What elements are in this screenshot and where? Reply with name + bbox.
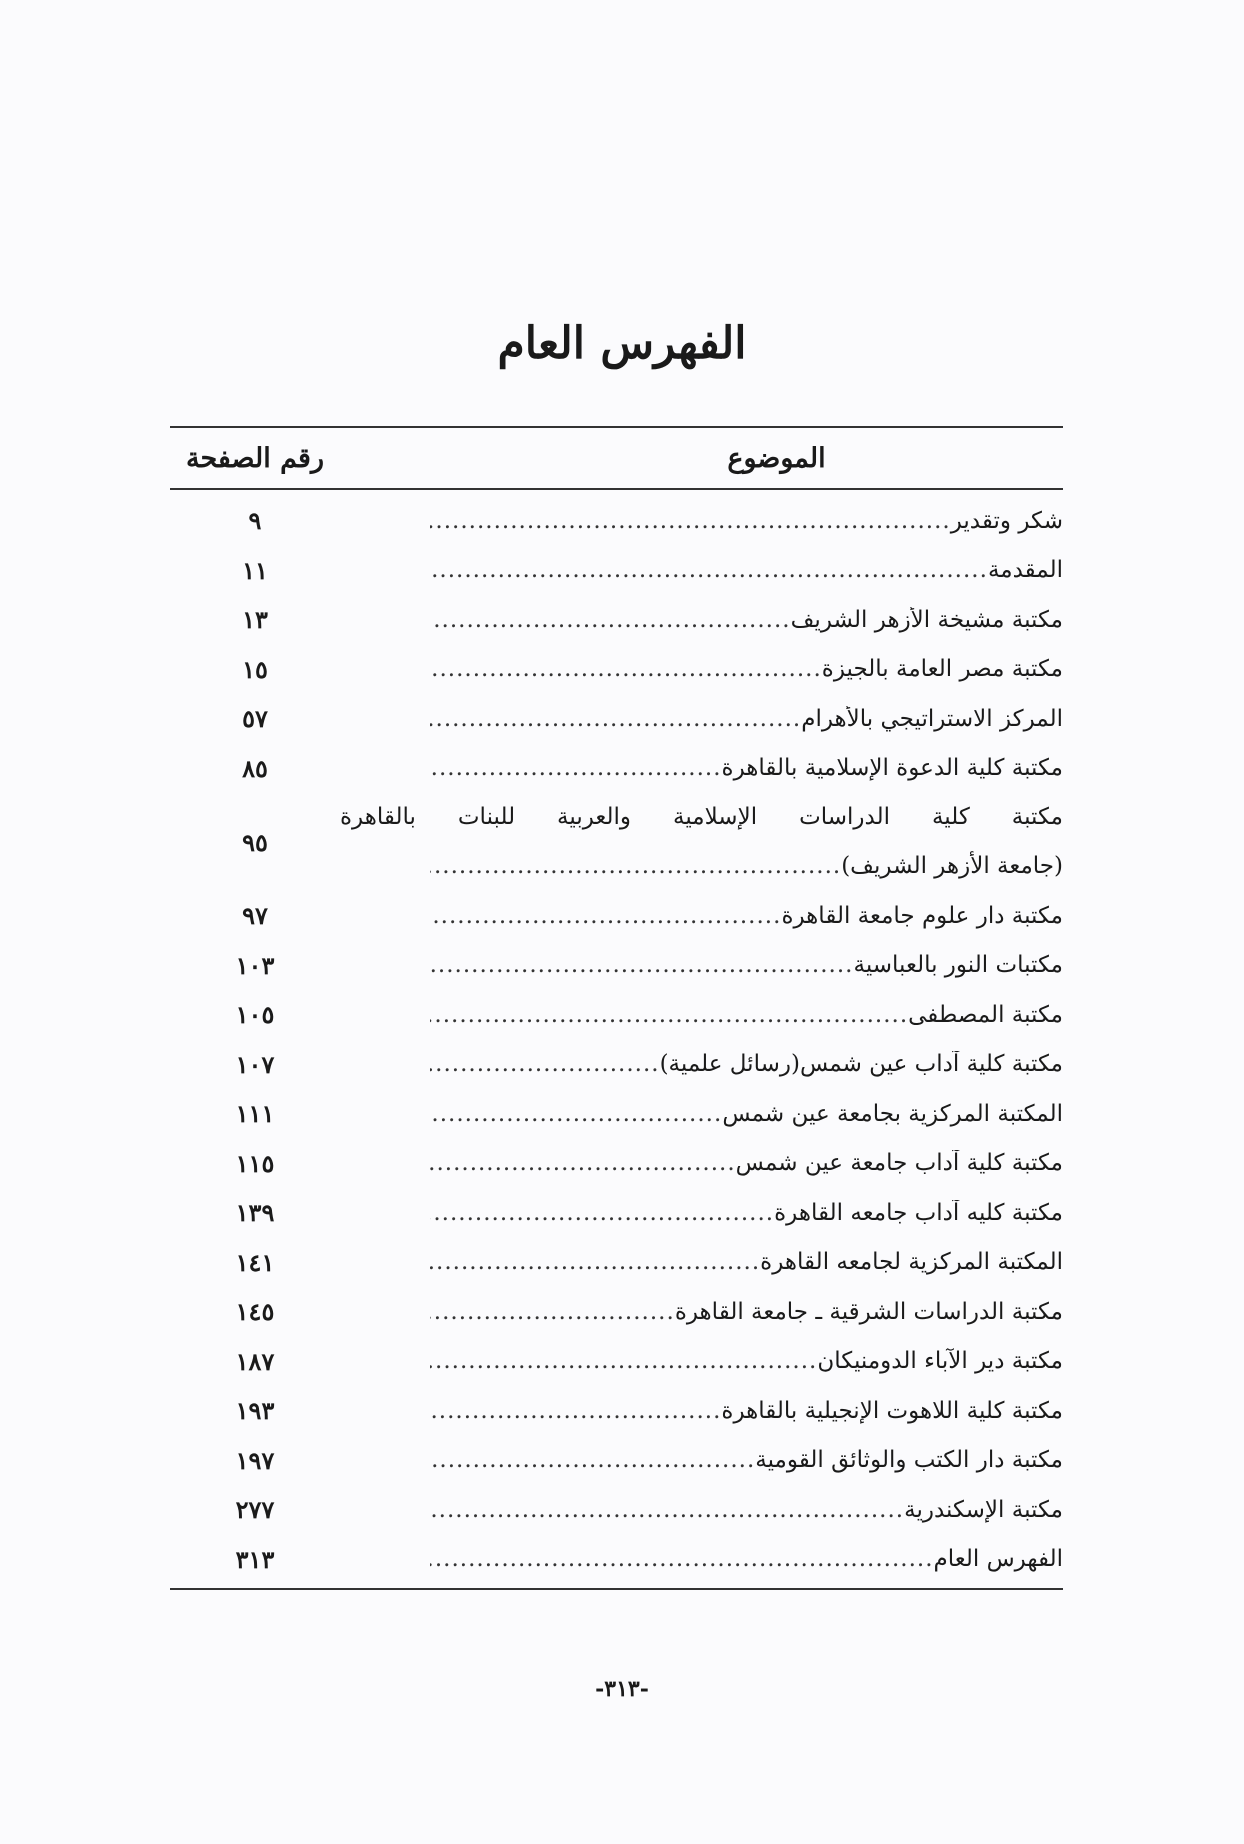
toc-topic: مكتبة كلية آداب عين شمس(رسائل علمية) bbox=[659, 1051, 1063, 1078]
toc-row bbox=[170, 1040, 1063, 1090]
leader-dots bbox=[430, 903, 781, 929]
leader-dots bbox=[430, 952, 853, 978]
toc-page: ١٤٥ bbox=[235, 1297, 275, 1327]
toc-topic-wrap bbox=[340, 1051, 1063, 1077]
toc-topic: مكتبة الدراسات الشرقية ـ جامعة القاهرة bbox=[674, 1298, 1063, 1325]
toc-topic: المقدمة bbox=[987, 557, 1063, 584]
toc-topic-wrap bbox=[340, 1348, 1063, 1374]
toc-topic-wrap bbox=[340, 656, 1063, 682]
leader-dots bbox=[430, 1101, 722, 1127]
toc-topic-wrap bbox=[340, 1398, 1063, 1424]
toc-topic-wrap bbox=[340, 755, 1063, 781]
toc-topic: المركز الاستراتيجي بالأهرام bbox=[801, 705, 1063, 732]
toc-topic-line2: (جامعة الأزهر الشريف) bbox=[841, 853, 1063, 879]
page-number: -٣١٣- bbox=[595, 1676, 649, 1702]
toc-topic-wrap bbox=[340, 903, 1063, 929]
toc-topic: مكتبة كلية آداب جامعة عين شمس bbox=[735, 1150, 1063, 1177]
toc-topic-wrap bbox=[340, 1546, 1063, 1572]
toc-page: ١٥ bbox=[242, 654, 268, 684]
toc-topic-wrap bbox=[340, 508, 1063, 534]
leader-dots bbox=[430, 656, 822, 682]
toc-page: ١٠٥ bbox=[235, 1000, 275, 1030]
toc-row bbox=[170, 1238, 1063, 1288]
leader-dots bbox=[430, 1497, 904, 1523]
leader-dots bbox=[430, 755, 722, 781]
toc-topic: مكتبة مصر العامة بالجيزة bbox=[821, 656, 1063, 683]
toc-row bbox=[170, 1386, 1063, 1436]
toc-page: ١٤١ bbox=[235, 1247, 275, 1277]
toc-row bbox=[170, 744, 1063, 794]
leader-dots bbox=[430, 1447, 755, 1473]
toc-topic: الفهرس العام bbox=[933, 1546, 1063, 1573]
toc-row bbox=[170, 990, 1063, 1040]
leader-dots bbox=[430, 842, 841, 891]
toc-page: ٩ bbox=[248, 506, 262, 536]
toc-page: ١١ bbox=[242, 555, 268, 585]
toc-page: ١٠٣ bbox=[235, 950, 275, 980]
toc-page: ١٨٧ bbox=[235, 1346, 275, 1376]
toc-page: ٩٥ bbox=[242, 827, 268, 857]
toc-row bbox=[170, 1287, 1063, 1337]
toc-page: ٣١٣ bbox=[235, 1544, 275, 1574]
toc-topic: مكتبة دير الآباء الدومنيكان bbox=[817, 1348, 1063, 1375]
leader-dots bbox=[430, 508, 951, 534]
header-topic: الموضوع bbox=[727, 442, 826, 474]
toc-row bbox=[170, 1485, 1063, 1535]
leader-dots bbox=[430, 1546, 934, 1572]
toc-topic: مكتبة كليه آداب جامعه القاهرة bbox=[774, 1199, 1063, 1226]
toc-topic: مكتبة دار علوم جامعة القاهرة bbox=[781, 902, 1063, 929]
toc-page: ١١١ bbox=[235, 1099, 275, 1129]
leader-dots bbox=[430, 1200, 774, 1226]
toc-row bbox=[170, 496, 1063, 546]
toc-topic-wrap bbox=[340, 952, 1063, 978]
toc-topic-line1: مكتبة كلية الدراسات الإسلامية والعربية للبنات بالقاهرة bbox=[340, 804, 1063, 830]
toc-topic: شكر وتقدير bbox=[950, 507, 1063, 534]
toc-row bbox=[170, 1089, 1063, 1139]
toc-page: ١١٥ bbox=[235, 1148, 275, 1178]
toc-topic bbox=[340, 793, 1063, 891]
toc-row bbox=[170, 891, 1063, 941]
toc-row bbox=[170, 546, 1063, 596]
toc-topic-wrap bbox=[340, 1101, 1063, 1127]
toc-row bbox=[170, 1139, 1063, 1189]
toc-row bbox=[170, 1535, 1063, 1585]
toc-topic-line2-wrap bbox=[340, 842, 1063, 891]
toc-topic: مكتبة مشيخة الأزهر الشريف bbox=[790, 606, 1063, 633]
toc-row bbox=[170, 694, 1063, 744]
leader-dots bbox=[430, 557, 988, 583]
toc-row bbox=[170, 793, 1063, 891]
leader-dots bbox=[430, 1150, 736, 1176]
toc-topic: المكتبة المركزية لجامعه القاهرة bbox=[760, 1249, 1063, 1276]
toc-topic-wrap bbox=[340, 1150, 1063, 1176]
toc-topic: المكتبة المركزية بجامعة عين شمس bbox=[722, 1100, 1063, 1127]
toc-page: ١٣ bbox=[242, 605, 268, 635]
bottom-rule bbox=[170, 1588, 1063, 1590]
toc-row bbox=[170, 941, 1063, 991]
toc-page: ٩٧ bbox=[242, 901, 268, 931]
toc-topic-wrap bbox=[340, 706, 1063, 732]
page-title: الفهرس العام bbox=[497, 318, 747, 369]
leader-dots bbox=[430, 1299, 675, 1325]
toc-topic: مكتبة دار الكتب والوثائق القومية bbox=[755, 1447, 1063, 1474]
toc-page: ٢٧٧ bbox=[235, 1495, 275, 1525]
leader-dots bbox=[430, 1348, 817, 1374]
toc-page: ٨٥ bbox=[242, 753, 268, 783]
toc-topic-wrap bbox=[340, 1200, 1063, 1226]
toc-page: ١٣٩ bbox=[235, 1198, 275, 1228]
leader-dots bbox=[430, 1002, 908, 1028]
toc-page: ٥٧ bbox=[242, 704, 268, 734]
toc-topic: مكتبة المصطفى bbox=[908, 1001, 1063, 1028]
toc-page: ١٩٣ bbox=[235, 1396, 275, 1426]
toc-topic-wrap bbox=[340, 1249, 1063, 1275]
toc-page: ١٠٧ bbox=[235, 1049, 275, 1079]
leader-dots bbox=[430, 1249, 760, 1275]
toc-row bbox=[170, 1337, 1063, 1387]
header-page: رقم الصفحة bbox=[185, 442, 325, 474]
leader-dots bbox=[430, 1398, 721, 1424]
toc-row bbox=[170, 1436, 1063, 1486]
toc-header bbox=[170, 428, 1063, 488]
toc-topic-wrap bbox=[340, 557, 1063, 583]
toc-topic-wrap bbox=[340, 1002, 1063, 1028]
toc-topic-wrap bbox=[340, 1497, 1063, 1523]
toc-page: ١٩٧ bbox=[235, 1445, 275, 1475]
toc-row bbox=[170, 595, 1063, 645]
toc-topic: مكتبة الإسكندرية bbox=[904, 1496, 1063, 1523]
leader-dots bbox=[430, 706, 801, 732]
toc-topic-wrap bbox=[340, 607, 1063, 633]
toc-topic-wrap bbox=[340, 1447, 1063, 1473]
toc-row bbox=[170, 645, 1063, 695]
leader-dots bbox=[430, 1051, 660, 1077]
toc-topic: مكتبة كلية الدعوة الإسلامية بالقاهرة bbox=[721, 755, 1063, 782]
toc-topic: مكتبة كلية اللاهوت الإنجيلية بالقاهرة bbox=[721, 1397, 1063, 1424]
toc-table bbox=[170, 426, 1063, 1590]
leader-dots bbox=[430, 607, 791, 633]
toc-rows bbox=[170, 490, 1063, 1588]
toc-topic-wrap bbox=[340, 1299, 1063, 1325]
toc-row bbox=[170, 1188, 1063, 1238]
toc-topic: مكتبات النور بالعباسية bbox=[853, 952, 1063, 979]
